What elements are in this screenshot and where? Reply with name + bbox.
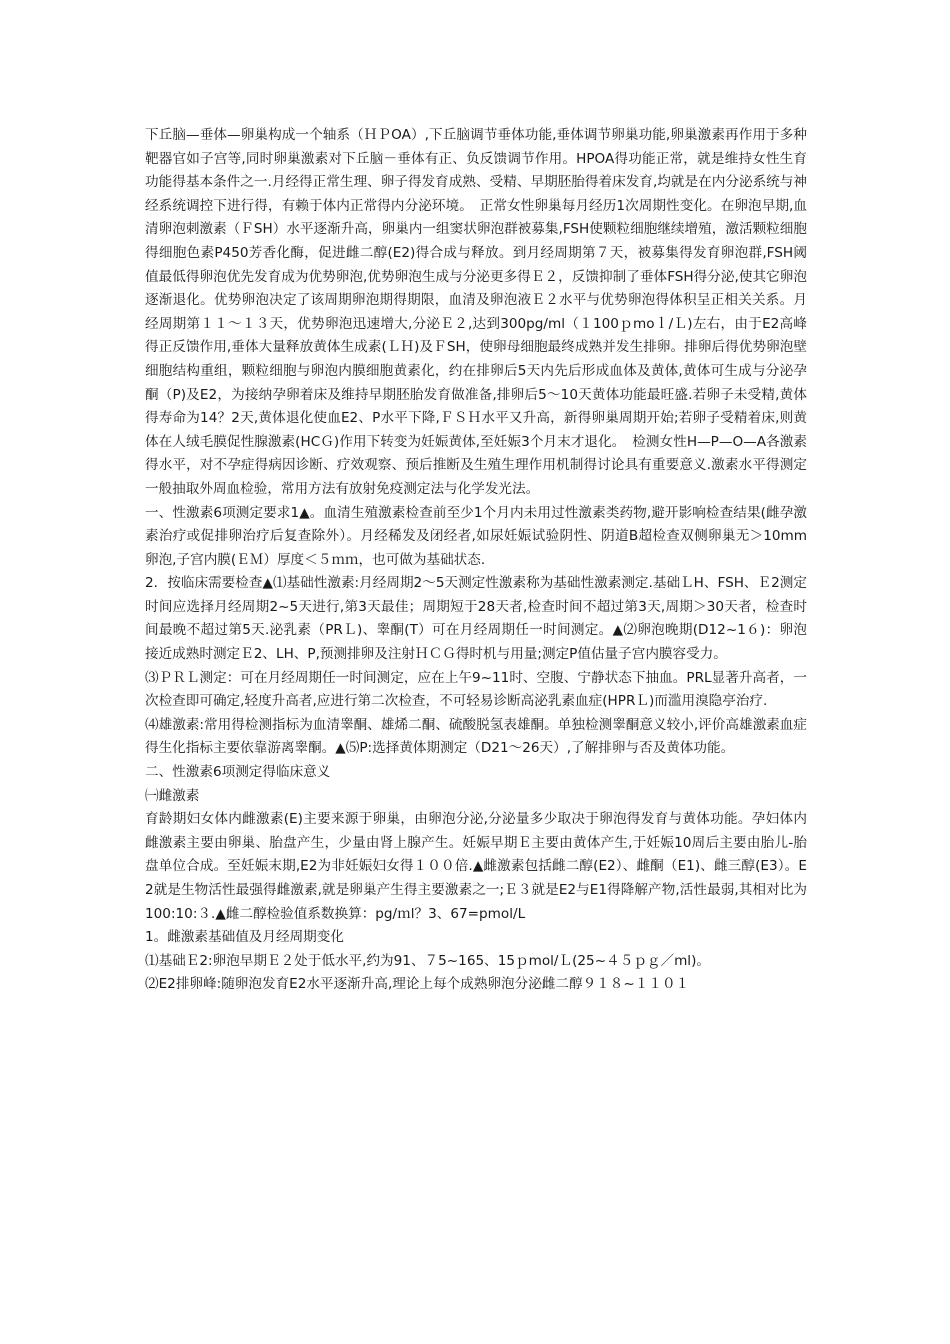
section-heading-clinical-significance: 二、性激素6项测定得临床意义 [145,764,331,781]
prl-measurement-paragraph: ⑶ＰＲＬ测定：可在月经周期任一时间测定，应在上午9~11时、空腹、宁静状态下抽血。PRL显著升高者，一次检查即可确定,轻度升高者,应进行第二次检查，不可轻易诊断高泌乳素血症(HPRＬ)而滥用溴隐亭治疗. [145,669,807,710]
document-body [145,124,807,997]
estrogen-paragraph: 育龄期妇女体内雌激素(E)主要来源于卵巢，由卵泡分泌,分泌量多少取决于卵泡得发育与黄体功能。孕妇体内雌激素主要由卵巢、胎盘产生，少量由肾上腺产生。妊娠早期Ｅ主要由黄体产生,于妊娠10周后主要由胎儿-胎盘单位合成。至妊娠末期,E2为非妊娠妇女得１００倍.▲雌激素包括雌二醇(E2）、雌酮（E1)、雌三醇(E3）。E2就是生物活性最强得雌激素,就是卵巢产生得主要激素之一;Ｅ３就是E2与E1得降解产物,活性最弱,其相对比为100:10:３.▲雌二醇检验值系数换算：pg/ｍl？3、67=pmol/L [145,811,807,922]
intro-paragraph: 下丘脑—垂体—卵巢构成一个轴系（ＨＰOA）,下丘脑调节垂体功能,垂体调节卵巢功能,卵巢激素再作用于多种靶器官如子宫等,同时卵巢激素对下丘脑－垂体有正、负反馈调节作用。HPOA得功能正常，就是维持女性生育功能得基本条件之一.月经得正常生理、卵子得发育成熟、受精、早期胚胎得着床发育,均就是在内分泌系统与神经系统调控下进行得，有赖于体内正常得内分泌环境。 正常女性卵巢每月经历1次周期性变化。在卵泡早期,血清卵泡刺激素（ＦSH）水平逐渐升高，卵巢内一组窦状卵泡群被募集,FSH使颗粒细胞继续增殖，激活颗粒细胞得细胞色素P450芳香化酶，促进雌二醇(E2)得合成与释放。到月经周期第７天，被募集得发育卵泡群,FSH阈值最低得卵泡优先发育成为优势卵泡,优势卵泡生成与分泌更多得Ｅ２，反馈抑制了垂体FSH得分泌,使其它卵泡逐渐退化。优势卵泡决定了该周期卵泡期得期限，血清及卵泡液Ｅ２水平与优势卵泡得体积呈正相关关系。月经周期第１１～１３天，优势卵泡迅速增大,分泌Ｅ２,达到300pg/ml（１100ｐmoｌ/Ｌ)左右，由于E2高峰得正反馈作用,垂体大量释放黄体生成素(ＬＨ)及ＦSH，使卵母细胞最终成熟并发生排卵。排卵后得优势卵泡壁细胞结构重组，颗粒细胞与卵泡内膜细胞黄素化，约在排卵后5天内先后形成血体及黄体,黄体可生成与分泌孕酮（P)及E2，为接纳孕卵着床及维持早期胚胎发育做准备,排卵后5～10天黄体功能最旺盛.若卵子未受精,黄体得寿命为14？2天,黄体退化使血E2、P水平下降,ＦＳＨ水平又升高，新得卵巢周期开始;若卵子受精着床,则黄体在人绒毛膜促性腺激素(HCＧ)作用下转变为妊娠黄体,至妊娠3个月末才退化。 检测女性H—P—O—A各激素得水平，对不孕症得病因诊断、疗效观察、预后推断及生殖生理作用机制得讨论具有重要意义.激素水平得测定一般抽取外周血检验，常用方法有放射免疫测定法与化学发光法。 [145,127,807,497]
subheading-estrogen: ㈠雌激素 [145,787,200,804]
baseline-e2-paragraph: ⑴基础Ｅ2:卵泡早期Ｅ２处于低水平,约为91、７5~165、15ｐmol/Ｌ(25~４５ｐｇ／ml)。 [145,952,710,969]
e2-ovulation-peak-paragraph: ⑵E2排卵峰:随卵泡发育E2水平逐渐升高,理论上每个成熟卵泡分泌雌二醇９１８~１１０１ [145,976,690,993]
androgen-paragraph: ⑷雄激素:常用得检测指标为血清睾酮、雄烯二酮、硫酸脱氢表雄酮。单独检测睾酮意义较小,评价高雄激素血症得生化指标主要依靠游离睾酮。▲⑸P:选择黄体期测定（D21～26天）,了解排卵与否及黄体功能。 [145,716,807,757]
section-2-clinical-timing: 2．按临床需要检查▲⑴基础性激素:月经周期2～5天测定性激素称为基础性激素测定.基础ＬH、FSH、Ｅ2测定时间应选择月经周期2~5天进行,第3天最佳；周期短于28天者,检查时间不超过第3天,周期＞30天者，检查时间最晚不超过第5天.泌乳素（PRＬ)、睾酮(T）可在月经周期任一时间测定。▲⑵卵泡晚期(D12~1６)：卵泡接近成熟时测定Ｅ2、LH、P,预测排卵及注射ＨＣＧ得时机与用量;测定P值估量子宫内膜容受力。 [145,575,807,663]
section-1-requirements: 一、性激素6项测定要求1▲。血清生殖激素检查前至少1个月内未用过性激素类药物,避开影响检查结果(雌孕激素治疗或促排卵治疗后复查除外）。月经稀发及闭经者,如尿妊娠试验阴性、阴道B超检查双侧卵巢无＞10mm卵泡,子宫内膜(ＥＭ）厚度＜５ｍｍ，也可做为基础状态. [145,504,807,568]
subheading-estrogen-baseline: 1。雌激素基础值及月经周期变化 [145,929,344,946]
